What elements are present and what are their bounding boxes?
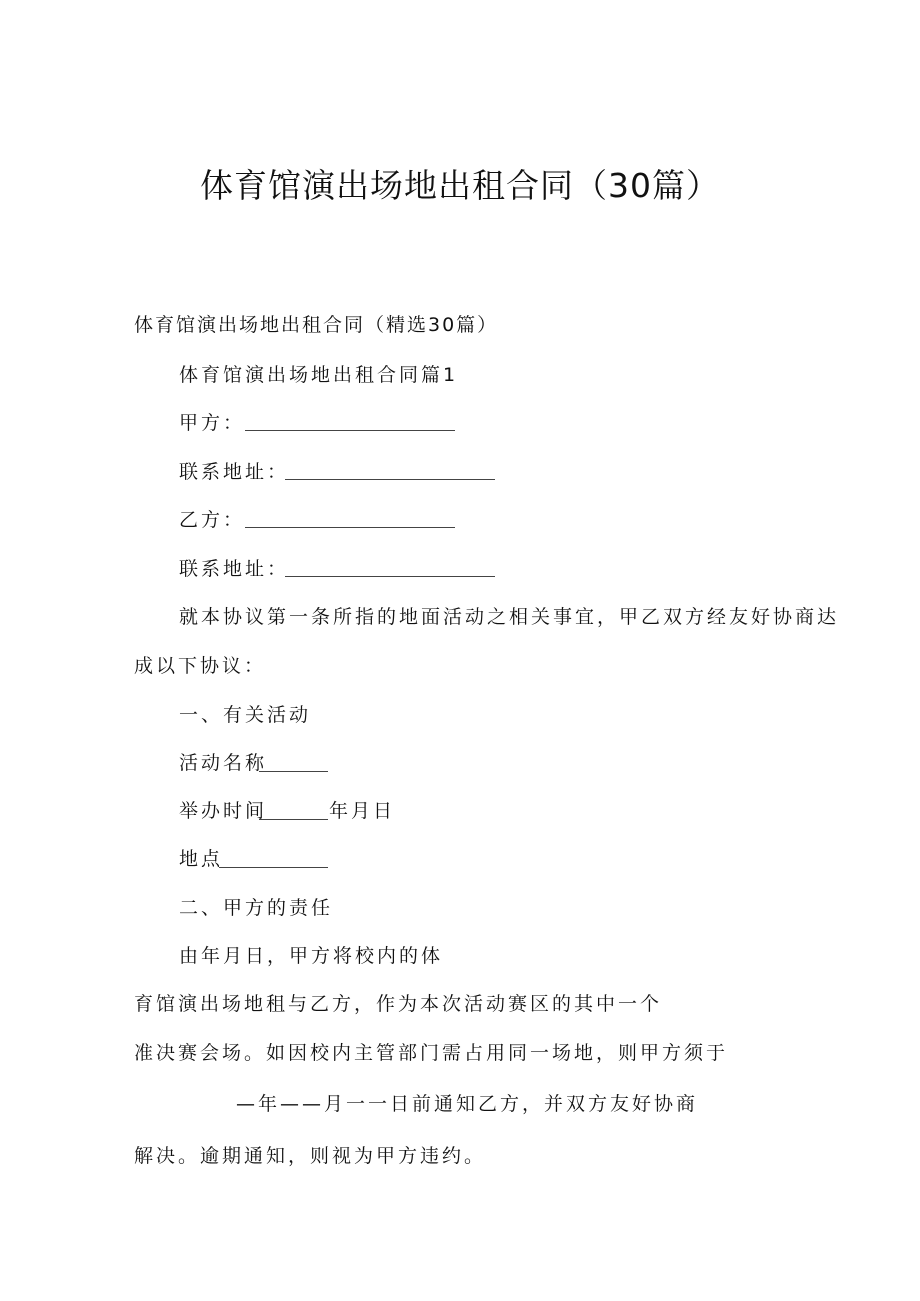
clause-2-line-4: —年——月一一日前通知乙方，并双方友好协商 [236,1093,699,1115]
clause-2-line-3: 准决赛会场。如因校内主管部门需占用同一场地，则甲方须于 [134,1042,729,1064]
document-title: 体育馆演出场地出租合同（30篇） [200,166,720,205]
intro-line-1: 就本协议第一条所指的地面活动之相关事宜，甲乙双方经友好协商达 [179,606,840,628]
address-label-1: 联系地址： [179,461,290,483]
event-time-label: 举办时间 [179,800,268,822]
event-time-suffix: 年月日 [329,800,396,822]
event-time-blank [259,819,328,820]
location-label: 地点 [179,848,224,870]
address-label-2: 联系地址： [179,558,290,580]
address-blank-1 [285,479,495,480]
clause-2-line-1: 由年月日，甲方将校内的体 [179,945,444,967]
activity-name-label: 活动名称 [179,752,268,774]
section-heading: 体育馆演出场地出租合同篇1 [179,364,459,386]
location-blank [219,867,328,868]
party-a-blank [245,430,455,431]
clause-2-line-5: 解决。逾期通知，则视为甲方违约。 [134,1145,487,1167]
clause-1-heading: 一、有关活动 [179,704,312,726]
address-blank-2 [285,576,495,577]
document-subtitle: 体育馆演出场地出租合同（精选30篇） [134,314,499,336]
party-b-label: 乙方： [179,509,246,531]
clause-2-heading: 二、甲方的责任 [179,897,334,919]
activity-name-blank [259,771,328,772]
party-a-label: 甲方： [179,412,246,434]
intro-line-2: 成以下协议： [134,655,267,677]
clause-2-line-2: 育馆演出场地租与乙方，作为本次活动赛区的其中一个 [134,993,663,1015]
party-b-blank [245,527,455,528]
